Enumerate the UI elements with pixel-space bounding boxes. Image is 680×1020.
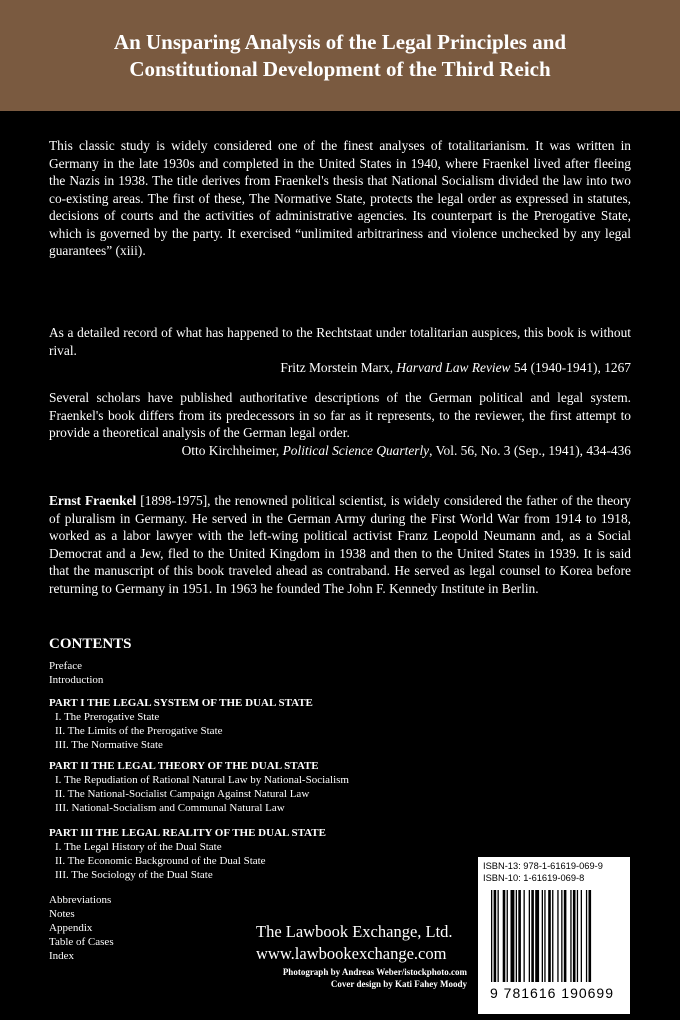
toc-chapter: III. National-Socialism and Communal Natural Law bbox=[55, 802, 285, 814]
toc-item: Introduction bbox=[49, 674, 104, 686]
toc-item: Preface bbox=[49, 660, 82, 672]
banner-title-line-2: Constitutional Development of the Third Reich bbox=[129, 56, 551, 81]
review-1-journal: Harvard Law Review bbox=[396, 360, 511, 375]
review-2-journal: Political Science Quarterly bbox=[282, 442, 430, 458]
author-bio bbox=[49, 492, 631, 597]
publisher-name: The Lawbook Exchange, Ltd. bbox=[256, 922, 453, 941]
review-2-citation bbox=[49, 442, 631, 460]
barcode-icon bbox=[491, 890, 619, 982]
title-banner bbox=[0, 0, 680, 111]
design-credit: Cover design by Kati Fahey Moody bbox=[330, 979, 467, 989]
author-bio-text: [1898-1975], the renowned political scientist, is widely considered the father of the theory of pluralism in Germany. He served in the German Army during the First World War from 1914 to 1918, worked as a labor lawyer with the left-wing political activist Franz Leopold Neumann and, as a Social Democrat and a Jew, fled to the United Kingdom in 1938 and then to the United States in 1939. It is said that the manuscript of this book traveled ahead as contraband. He served as legal counsel to Korea before returning to Germany in 1951. In 1963 he founded The John F. Kennedy Institute in Berlin. bbox=[49, 493, 631, 596]
toc-chapter: I. The Repudiation of Rational Natural Law by National-Socialism bbox=[55, 774, 349, 786]
toc-chapter: III. The Normative State bbox=[55, 739, 163, 751]
photo-credit: Photograph by Andreas Weber/istockphoto.com bbox=[282, 967, 467, 977]
isbn-10: ISBN-10: 1-61619-069-8 bbox=[483, 873, 585, 883]
toc-part-title: PART II THE LEGAL THEORY OF THE DUAL STATE bbox=[49, 760, 319, 772]
toc-chapter: I. The Prerogative State bbox=[55, 711, 160, 723]
toc-chapter: II. The Limits of the Prerogative State bbox=[55, 725, 223, 737]
toc-item: Table of Cases bbox=[49, 936, 114, 948]
review-2-author: Otto Kirchheimer, bbox=[181, 442, 283, 458]
toc-chapter: II. The National-Socialist Campaign Against Natural Law bbox=[55, 788, 310, 800]
toc-chapter: II. The Economic Background of the Dual State bbox=[55, 855, 266, 867]
toc-item: Abbreviations bbox=[49, 894, 112, 906]
isbn-13: ISBN-13: 978-1-61619-069-9 bbox=[483, 861, 603, 871]
publisher-block bbox=[256, 921, 453, 965]
toc-item: Appendix bbox=[49, 922, 93, 934]
toc-part-1 bbox=[49, 696, 313, 752]
toc-chapter: I. The Legal History of the Dual State bbox=[55, 841, 222, 853]
toc-front-matter bbox=[49, 659, 103, 687]
isbn-labels bbox=[483, 860, 603, 884]
review-1-quote: As a detailed record of what has happened to the Rechtstaat under totalitarian auspices, this book is without rival. bbox=[49, 325, 631, 358]
toc-part-title: PART I THE LEGAL SYSTEM OF THE DUAL STATE bbox=[49, 697, 313, 709]
review-1-detail: 54 (1940-1941), 1267 bbox=[510, 360, 631, 375]
barcode-number: 9 781616 190699 bbox=[490, 985, 614, 1001]
review-1-author: Fritz Morstein Marx, bbox=[280, 360, 397, 375]
review-1-citation bbox=[49, 359, 631, 377]
toc-item: Notes bbox=[49, 908, 75, 920]
isbn-barcode-box bbox=[478, 857, 630, 1014]
author-name: Ernst Fraenkel bbox=[49, 493, 137, 508]
toc-part-2 bbox=[49, 759, 349, 815]
toc-part-title: PART III THE LEGAL REALITY OF THE DUAL STATE bbox=[49, 827, 326, 839]
banner-title bbox=[40, 29, 640, 83]
review-2-detail: , Vol. 56, No. 3 (Sep., 1941), 434-436 bbox=[429, 442, 631, 458]
cover-credits bbox=[241, 966, 467, 990]
toc-item: Index bbox=[49, 950, 75, 962]
toc-part-3 bbox=[49, 826, 326, 882]
description-paragraph: This classic study is widely considered one of the finest analyses of totalitarianism. It was written in Germany in the late 1930s and completed in the United States in 1940, where Fraenkel lived after fleeing the Nazis in 1938. The title derives from Fraenkel's thesis that National Socialism divided the law into two co-existing areas. The first of these, The Normative State, protects the legal order as expressed in statutes, decisions of courts and the activities of administrative agencies. Its counterpart is the Prerogative State, which is governed by the party. It exercised “unlimited arbitrariness and violence unchecked by any legal guarantees” (xiii). bbox=[49, 138, 631, 258]
review-2 bbox=[49, 389, 631, 459]
contents-heading: CONTENTS bbox=[49, 636, 132, 652]
publisher-url: www.lawbookexchange.com bbox=[256, 944, 447, 963]
toc-back-matter bbox=[49, 893, 114, 963]
banner-title-line-1: An Unsparing Analysis of the Legal Principles and bbox=[113, 29, 567, 54]
toc-chapter: III. The Sociology of the Dual State bbox=[55, 869, 213, 881]
review-1 bbox=[49, 324, 631, 377]
review-2-quote: Several scholars have published authoritative descriptions of the German political and legal system. Fraenkel's book differs from its predecessors in so far as it represents, to the reviewer, the first attempt to provide a theoretical analysis of the German legal order. bbox=[49, 390, 631, 440]
